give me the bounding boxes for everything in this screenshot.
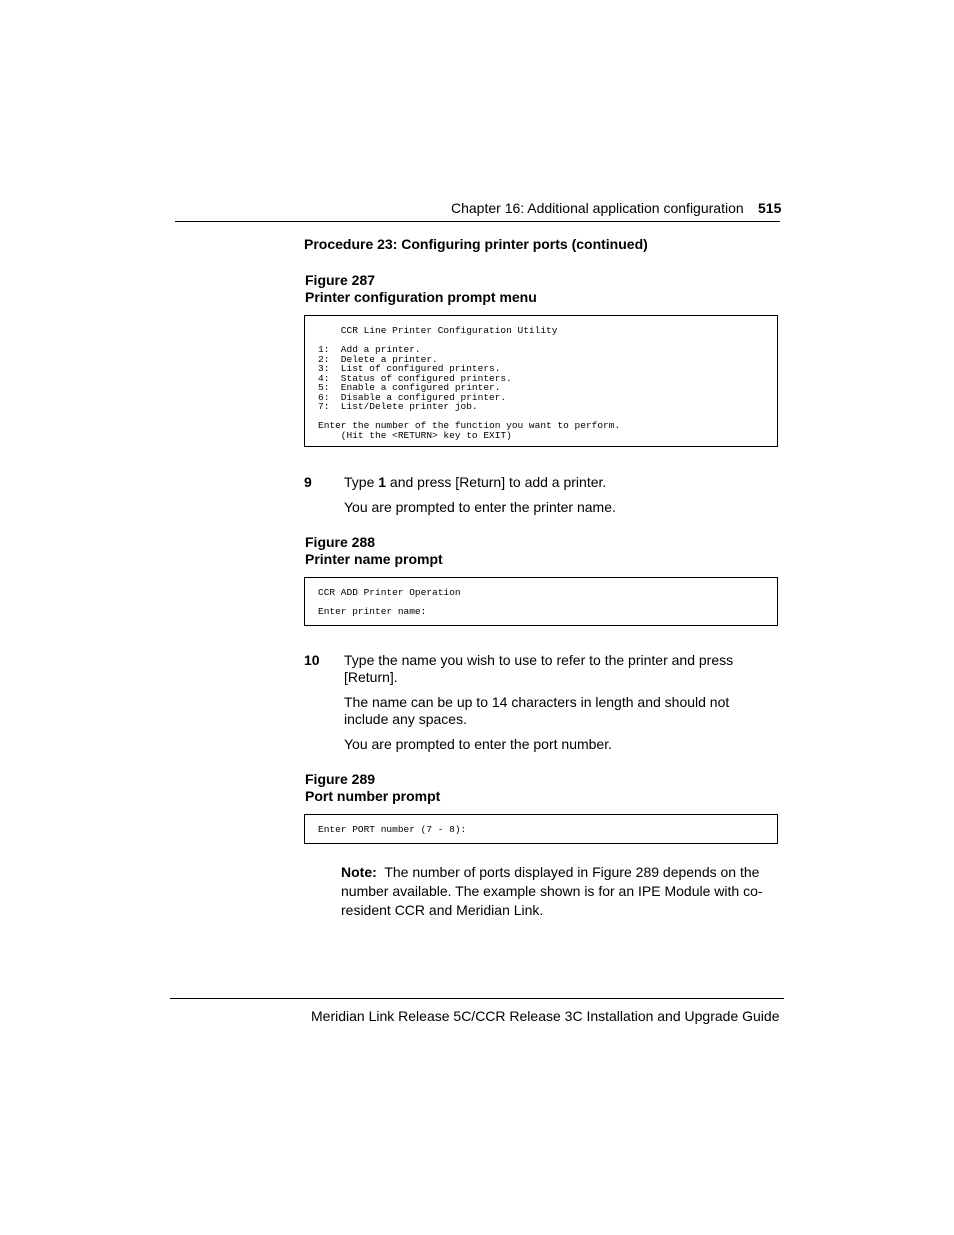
figure-289-terminal bbox=[304, 814, 778, 844]
step-10-para-1-line-1: The name can be up to 14 characters in length and should not bbox=[344, 694, 730, 710]
figure-287-terminal-text: CCR Line Printer Configuration Utility 1: Add a printer. 2: Delete a printer. 3: List of configured printers. 4: Status of configured printers. 5: Enable a configured printer. 6: Disable a configured printer. 7: List/Delete printer job. Enter the number of the function you want to perform. (Hit the <RETURN> key to EXIT) bbox=[318, 325, 621, 441]
figure-288-caption: Printer name prompt bbox=[305, 551, 443, 567]
figure-288-terminal bbox=[304, 577, 778, 626]
step-10-line-1: Type the name you wish to use to refer to the printer and press bbox=[344, 652, 734, 668]
figure-287-number: Figure 287 bbox=[305, 272, 376, 288]
step-9-number: 9 bbox=[304, 474, 312, 490]
footer-title: Meridian Link Release 5C/CCR Release 3C Installation and Upgrade Guide bbox=[311, 1008, 780, 1024]
figure-289-number: Figure 289 bbox=[305, 771, 376, 787]
step-10-line-2: [Return]. bbox=[344, 669, 398, 685]
note-line-3: resident CCR and Meridian Link. bbox=[341, 902, 544, 918]
figure-287-caption: Printer configuration prompt menu bbox=[305, 289, 537, 305]
note-line-1: Note: The number of ports displayed in Figure 289 depends on the bbox=[341, 864, 760, 880]
chapter-header: Chapter 16: Additional application configuration bbox=[451, 200, 744, 216]
page-number: 515 bbox=[758, 200, 782, 216]
step-10-para-1-line-2: include any spaces. bbox=[344, 711, 467, 727]
figure-289-terminal-text: Enter PORT number (7 - 8): bbox=[318, 824, 467, 835]
note-line-2: number available. The example shown is for an IPE Module with co- bbox=[341, 883, 763, 899]
step-10-para-2: You are prompted to enter the port number. bbox=[344, 736, 612, 752]
figure-288-number: Figure 288 bbox=[305, 534, 376, 550]
step-9-text: Type 1 and press [Return] to add a printer. bbox=[344, 474, 607, 490]
figure-288-terminal-text: CCR ADD Printer Operation Enter printer name: bbox=[318, 587, 461, 617]
figure-287-terminal bbox=[304, 315, 778, 447]
figure-289-caption: Port number prompt bbox=[305, 788, 441, 804]
procedure-title: Procedure 23: Configuring printer ports (continued) bbox=[304, 236, 648, 252]
footer-rule bbox=[170, 998, 784, 999]
header-rule bbox=[175, 221, 780, 222]
step-10-number: 10 bbox=[304, 652, 320, 668]
step-9-result: You are prompted to enter the printer name. bbox=[344, 499, 616, 515]
